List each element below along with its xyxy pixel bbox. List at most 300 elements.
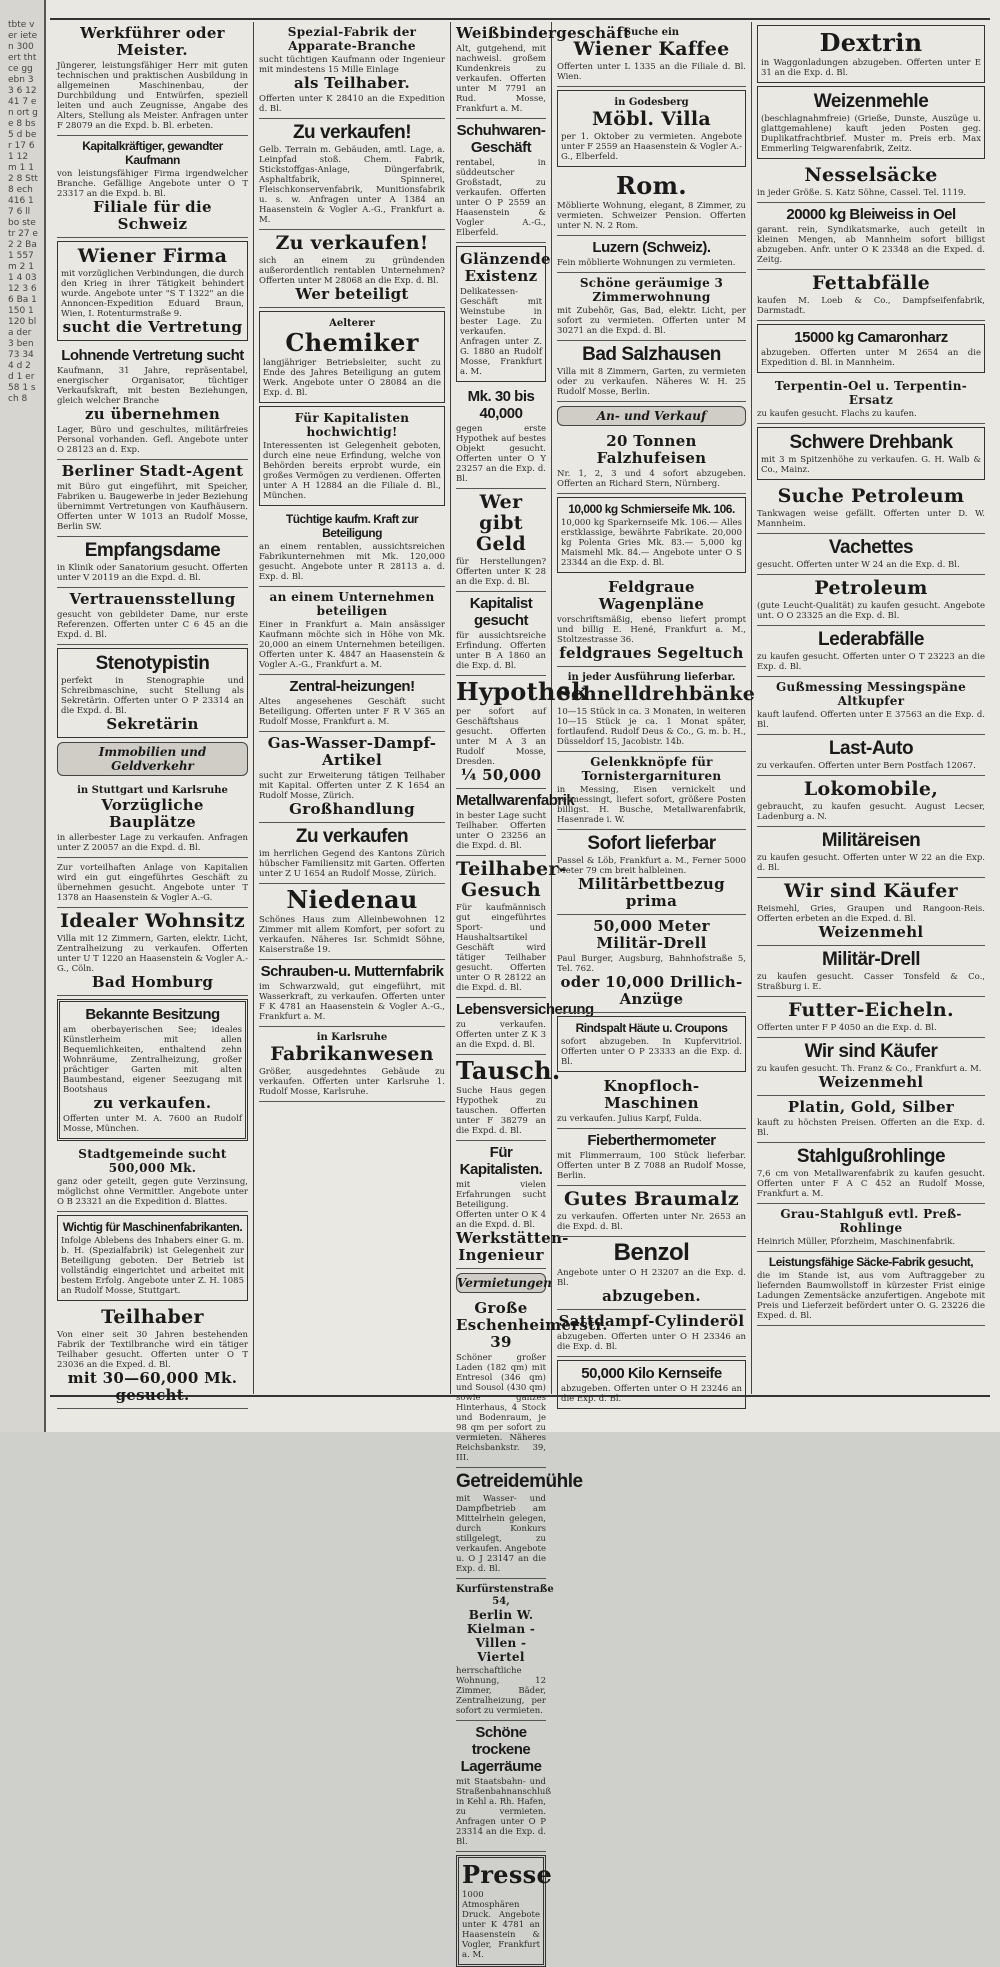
ad-text: kauft laufend. Offerten unter E 37563 an die Exp. d. Bl.: [757, 710, 985, 730]
ad-block: [57, 460, 248, 537]
ad-block: [557, 576, 746, 667]
ad-headline: Wichtig für Maschinenfabrikanten.: [62, 1220, 243, 1234]
ad-text: mit 3 m Spitzenhöhe zu verkaufen. G. H. Walb & Co., Mainz.: [761, 455, 981, 475]
ad-block: [57, 344, 248, 460]
ad-text: zu kaufen gesucht. Flachs zu kaufen.: [757, 409, 917, 419]
ad-subheading: Filiale für die Schweiz: [93, 198, 212, 233]
ad-text: im herrlichen Gegend des Kantons Zürich hübscher Familiensitz mit Garten. Offerten unter Z U 1654 an Rudolf Mosse, Zürich.: [259, 849, 445, 879]
ad-text: Passel & Löb, Frankfurt a. M., Ferner 5000 Meter 79 cm breit halbleinen.: [557, 856, 746, 876]
ad-text: die im Stande ist, aus vom Auftraggeber zu liefernden Baumwollstoff in kürzester Frist einige Ladungen Zementsäcke anzufertigen. Angebote mit Preis und Lieferzeit befördert unter O. G. 23226 die Exped. d. Bl.: [757, 1271, 985, 1321]
ad-text: Fein möblierte Wohnungen zu vermieten.: [557, 258, 736, 268]
ad-block: [557, 22, 746, 87]
ad-text: (beschlagnahmfreie) (Grieße, Dunste, Auszüge u. glattgemahlene) kauft jeden Posten geg. Duplikatfrachtbrief. Muster m. Preis erb. Max Emmerling Teigwarenfabrik, Zeitz.: [761, 114, 981, 154]
ad-headline: Für Kapitalisten hochwichtig!: [294, 411, 410, 439]
ad-subheading: Bad Homburg: [91, 973, 214, 991]
ad-block: [57, 588, 248, 645]
ad-text: zu kaufen gesucht. Offerten unter O T 23223 an die Exp. d. Bl.: [757, 652, 985, 672]
ad-text: mit Büro gut eingeführt, mit Speicher, Fabriken u. Baugewerbe in jeder Beziehung übernimmt Vertretungen von Kaufhäusern. Offerten unter W 1013 an Rudolf Mosse, Berlin SW.: [57, 482, 248, 532]
ad-text: perfekt in Stenographie und Schreibmaschine, sucht Stellung als Sekretärin. Offerten unter O P 23314 an die Expd. d. Bl.: [61, 676, 244, 716]
ad-headline: Werkführer oder Meister.: [80, 24, 225, 59]
ad-headline: Zu verkaufen: [295, 826, 409, 847]
ad-subheading: oder 10,000 Drillich-Anzüge: [560, 973, 743, 1008]
ad-text: Von einer seit 30 Jahren bestehenden Fabrik der Textilbranche wird ein tätiger Teilhaber gesucht. Offerten unter O T 23036 an die Exped. d. Bl.: [57, 1330, 248, 1370]
ad-headline: Gutes Braumalz: [563, 1188, 740, 1210]
ad-text: Paul Burger, Augsburg, Bahnhofstraße 5, Tel. 762.: [557, 954, 746, 974]
ad-text: Offerten unter F P 4050 an die Exp. d. Bl.: [757, 1023, 937, 1033]
ad-text: Kaufmann, 31 Jahre, repräsentabel, energischer Organisator, tüchtiger Verkaufskraft, mit besten Beziehungen, gleich welcher Branche: [57, 366, 248, 406]
ad-subheading: in jeder Ausführung lieferbar.: [567, 672, 736, 683]
ad-text: Größer, ausgedehntes Gebäude zu verkaufen. Offerten unter Karlsruhe 1. Rudolf Mosse, Karlsruhe.: [259, 1067, 445, 1097]
ad-headline: Militär-Drell: [821, 949, 921, 970]
ad-headline: Rindspalt Häute u. Croupons: [575, 1021, 728, 1035]
ad-text: für Herstellungen? Offerten unter K 28 an die Exp. d. Bl.: [456, 557, 546, 587]
ad-block: [456, 1141, 569, 1269]
ad-text: in Messing, Eisen vernickelt und vermessingt, liefert sofort, größere Posten billigst. H. Busche, Metallwarenfabrik, Hasenrade i. W.: [557, 785, 746, 825]
ad-text: am oberbayerischen See; ideales Künstlerheim mit allen Bequemlichkeiten, enthaltend zehn Wohnräume, Zentralheizung, großer prächtiger Garten mit alten Baumbestand, eigener Seezugang mit Bootshaus: [63, 1025, 242, 1095]
section-heading: An- und Verkauf: [557, 406, 746, 426]
ad-text: Suche Haus gegen Hypothek zu tauschen. Offerten unter F 38279 an die Expd. d. Bl.: [456, 1086, 546, 1136]
ad-text: in Waggonladungen abzugeben. Offerten unter E 31 an die Exp. d. Bl.: [761, 58, 981, 78]
ad-headline: Lederabfälle: [818, 629, 924, 650]
ad-headline: Schuhwaren-Geschäft: [456, 122, 546, 156]
ad-text: garant. rein, Syndikatsmarke, auch geteilt in kleinen Mengen, ab Mannheim sofort billigst abzugeben. Anfr. unter O K 23348 an die Exped. d. Zeitg.: [757, 225, 985, 265]
ad-block: [557, 1237, 746, 1310]
ad-text: Offerten unter K 28410 an die Expedition d. Bl.: [259, 94, 445, 114]
ad-headline: Bekannte Besitzung: [85, 1006, 220, 1023]
ad-subheading: mit 30—60,000 Mk. gesucht.: [67, 1369, 238, 1404]
ad-block: [757, 575, 985, 626]
column-5: [752, 22, 990, 1394]
ad-text: für aussichtsreiche Erfindung. Offerten unter B A 1860 an die Exp. d. Bl.: [456, 631, 546, 671]
ad-text: Interessenten ist Gelegenheit geboten, durch eine neue Erfindung, welche von Behörden bereits erprobt wurde, ein großes Vermögen zu verdienen. Offerten unter A H 12884 an die Filiale d. Bl., München.: [263, 441, 441, 501]
top-rule: [50, 18, 990, 20]
ad-block: [757, 946, 985, 997]
ad-block: [757, 878, 985, 946]
ad-text: Offerten unter M. A. 7600 an Rudolf Mosse, München.: [63, 1114, 242, 1134]
ad-subheading: in Godesberg: [614, 97, 689, 108]
column-1: [52, 22, 254, 1404]
ad-headline: Vertrauensstellung: [69, 590, 236, 608]
ad-block: [557, 341, 746, 402]
ad-text: zu kaufen gesucht. Casser Tonsfeld & Co., Straßburg i. E.: [757, 972, 985, 992]
ad-block: [757, 1038, 985, 1096]
ad-headline: 50,000 Meter Militär-Drell: [593, 917, 710, 952]
ad-text: von leistungsfähiger Firma irgendwelcher Branche. Gefällige Angebote unter O T 23317 an die Expd. b. Bl.: [57, 169, 248, 199]
ad-text: in bester Lage sucht Teilhaber. Offerten unter O 23256 an die Expd. d. Bl.: [456, 811, 546, 851]
ad-block: [557, 667, 756, 752]
ad-headline: Militäreisen: [821, 830, 921, 851]
ad-block: [57, 1215, 248, 1301]
ad-block: [456, 998, 594, 1055]
ad-block: [757, 626, 985, 677]
ad-block: [757, 776, 985, 827]
ad-block: [557, 915, 746, 1013]
ad-text: abzugeben. Offerten unter O H 23346 an die Exp. d. Bl.: [557, 1332, 746, 1352]
ad-text: kauft zu höchsten Preisen. Offerten an die Exp. d. Bl.: [757, 1118, 985, 1138]
ad-block: [757, 1096, 985, 1143]
ad-block: [557, 1016, 746, 1072]
ad-block: [757, 427, 985, 480]
ad-subheading: zu übernehmen: [84, 405, 221, 423]
section-heading: Immobilien und Geldverkehr: [57, 742, 248, 776]
ad-text: (gute Leucht-Qualität) zu kaufen gesucht. Angebote unt. O O 23325 an die Exp. d. Bl.: [757, 601, 985, 621]
ad-text: abzugeben. Offerten unter M 2654 an die Expedition d. Bl. in Mannheim.: [761, 348, 981, 368]
ad-block: [757, 534, 985, 575]
ad-block: [57, 136, 248, 238]
ad-headline: Schrauben-u. Mutternfabrik: [260, 963, 444, 980]
ad-headline: Feldgraue Wagenpläne: [598, 578, 705, 613]
ad-headline: Lokomobile,: [803, 778, 939, 800]
ad-headline: Benzol: [613, 1239, 690, 1266]
ad-subheading: Werkstätten-Ingenieur: [456, 1229, 569, 1264]
ad-text: an einem rentablen, aussichtsreichen Fabrikunternehmen mit Mk. 120,000 gesucht. Angebote unter R 28113 a. d. Exp. d. Bl.: [259, 542, 445, 582]
ad-block: [557, 1186, 746, 1237]
ad-block: [456, 489, 546, 592]
ad-block: [259, 230, 445, 308]
ad-text: Schöner großer Laden (182 qm) mit Entresol (346 qm) und Sousol (430 qm) sowie ganzes Hinterhaus, 4 Stock und Bodenraum, je 98 qm per sofort zu vermieten. Näheres Reichsbankstr. 39, III.: [456, 1353, 546, 1463]
ad-block: [557, 430, 746, 494]
ad-text: herrschaftliche Wohnung, 12 Zimmer, Bäder, Zentralheizung, per sofort zu vermieten.: [456, 1666, 546, 1716]
ad-headline: Gußmessing Messingspäne Altkupfer: [775, 680, 967, 708]
section-heading: Vermietungen: [456, 1273, 546, 1293]
ad-subheading: ¼ 50,000: [460, 766, 542, 784]
ad-text: gesucht. Offerten unter W 24 an die Exp. d. Bl.: [757, 560, 960, 570]
ad-headline: Futter-Eicheln.: [788, 999, 954, 1021]
ad-headline: Niedenau: [286, 885, 418, 914]
ad-headline: Vorzügliche Bauplätze: [101, 796, 204, 831]
ad-text: in allerbester Lage zu verkaufen. Anfragen unter Z 20057 an die Expd. d. Bl.: [57, 833, 248, 853]
ad-text: Schönes Haus zum Alleinbewohnen 12 Zimmer mit allem Komfort, per sofort zu verkaufen. Näheres Isr. Schmidt Söhne, Kaiserstraße 19.: [259, 915, 445, 955]
ad-text: Offerten unter L 1335 an die Filiale d. Bl. Wien.: [557, 62, 746, 82]
binding-text: tbte ver ieten 300 ert tht ce ggebn 33 6 12 41 7 en ort ge 8 bs 5 d ber 17 6 1 12 m 1 12 8 Stt 8 ech 416 17 6 ll bo ste tr 27 e 2 2 Ba 1 557 m 2 11 4 03 12 3 66 Ba 1 150 1 120 bla der 3 ben 73 344 d 2 d 1 er 58 1 sch 8: [8, 20, 38, 404]
ad-headline: Schöne trockene Lagerräume: [460, 1724, 542, 1775]
ad-block: [57, 999, 248, 1141]
ad-text: rentabel, in süddeutscher Großstadt, zu verkaufen. Offerten unter O P 2559 an Haasenstein & Vogler A.-G., Elberfeld.: [456, 158, 546, 238]
ad-headline: Große Eschenheimerstr. 39: [456, 1299, 608, 1351]
ad-headline: Nesselsäcke: [804, 164, 938, 186]
ad-block: [557, 273, 746, 341]
ad-text: vorschriftsmäßig, ebenso liefert prompt und billig E. Hené, Frankfurt a. M., Stoltzestrasse 36.: [557, 615, 746, 645]
ad-block: [757, 1252, 985, 1326]
ad-block: [557, 1310, 746, 1357]
ad-block: [557, 170, 746, 236]
ad-block: [259, 732, 445, 823]
ad-text: gebraucht, zu kaufen gesucht. August Lecser, Ladenburg a. N.: [757, 802, 985, 822]
ad-headline: Zu verkaufen!: [292, 122, 412, 143]
ad-block: [57, 780, 248, 858]
ad-subheading: sucht die Vertretung: [62, 318, 243, 336]
ad-headline: Knopfloch-Maschinen: [603, 1077, 700, 1112]
ad-headline: 15000 kg Camaronharz: [794, 329, 948, 346]
ad-headline: Stenotypistin: [95, 653, 210, 674]
ad-text: per sofort auf Geschäftshaus gesucht. Offerten unter M A 3 an Rudolf Mosse, Dresden.: [456, 707, 546, 767]
ad-text: Villa mit 8 Zimmern, Garten, zu vermieten oder zu verkaufen. Näheres W. H. 25 Rudolf Mosse, Berlin.: [557, 367, 746, 397]
ad-text: langjähriger Betriebsleiter, sucht zu Ende des Jahres Beteiligung an gutem Werk. Angebote unter O 28084 an die Exp. d. Bl.: [263, 358, 441, 398]
binding-edge: [0, 0, 46, 1432]
ad-headline: Teilhaber-Gesuch: [456, 858, 567, 901]
ad-text: Jüngerer, leistungsfähiger Herr mit guten technischen und praktischen Ausbildung in allgemeinen Maschinenbau, der Durchbildung und Entwürfen, speziell leiten und auch Zeugnisse, Angabe des Alters, Stellung als Meister. Anfragen unter F 28079 an die Expd. b. Bl. erbeten.: [57, 61, 248, 131]
ad-text: mit vielen Erfahrungen sucht Beteiligung. Offerten unter O K 4 an die Expd. d. Bl.: [456, 1180, 546, 1230]
ad-block: [57, 241, 248, 341]
ad-text: in jeder Größe. S. Katz Söhne, Cassel. Tel. 1119.: [757, 188, 967, 198]
ad-text: Einer in Frankfurt a. Main ansässiger Kaufmann möchte sich in Höhe von Mk. 20,000 an einem Unternehmen beteiligen. Offerten unter K. 4847 an Haasenstein & Vogler A.-G., Frankfurt a. M.: [259, 620, 445, 670]
ad-headline: Vachettes: [828, 537, 914, 558]
ad-headline: Stahlgußrohlinge: [796, 1146, 946, 1167]
ad-block: [456, 1721, 552, 1852]
ad-text: Delikatessen-Geschäft mit Weinstube in bester Lage. Zu verkaufen. Anfragen unter Z. G. 1880 an Rudolf Mosse, Frankfurt a. M.: [460, 287, 542, 377]
ad-headline: Tausch.: [456, 1056, 561, 1085]
ad-headline: Terpentin-Oel u. Terpentin-Ersatz: [774, 379, 968, 407]
ad-subheading: Suche ein: [623, 27, 680, 38]
ad-text: Villa mit 12 Zimmern, Garten, elektr. Licht, Zentralheizung zu verkaufen. Offerten unter U T 1220 an Haasenstein & Vogler A.-G., Cöln.: [57, 934, 248, 974]
ad-headline: Lebensversicherung: [456, 1001, 594, 1018]
ad-headline: Für Kapitalisten.: [459, 1144, 543, 1178]
ad-text: sofort abzugeben. In Kupfervitriol. Offerten unter O P 23333 an die Exp. d. Bl.: [561, 1037, 742, 1067]
ad-block: [456, 385, 546, 489]
ad-block: [259, 406, 445, 506]
ad-headline: Fettabfälle: [812, 272, 930, 294]
ad-headline: Gas-Wasser-Dampf-Artikel: [267, 734, 437, 769]
ad-headline: Last-Auto: [828, 738, 914, 759]
ad-text: 1000 Atmosphären Druck. Angebote unter K 4781 an Haasenstein & Vogler, Frankfurt a. M.: [462, 1890, 540, 1960]
ad-text: im Schwarzwald, gut eingeführt, mit Wasserkraft, zu verkaufen. Offerten unter F K 4781 an Haasenstein & Vogler A.-G., Frankfurt a. M.: [259, 982, 445, 1022]
ad-block: [757, 483, 985, 534]
ad-headline: Idealer Wohnsitz: [60, 910, 245, 932]
ad-subheading: abzugeben.: [602, 1287, 701, 1305]
ad-text: Altes angesehenes Geschäft sucht Beteiligung. Offerten unter F R V 365 an Rudolf Mosse, Frankfurt a. M.: [259, 697, 445, 727]
ad-block: [456, 789, 575, 856]
ad-text: Angebote unter O H 23207 an die Exp. d. Bl.: [557, 1268, 746, 1288]
ad-headline: Stadtgemeinde sucht 500,000 Mk.: [78, 1147, 227, 1175]
ad-block: [757, 677, 985, 735]
ad-text: Zur vorteilhaften Anlage von Kapitalien wird ein gut eingeführtes Geschäft zu übernehmen gesucht. Angebote unter T 1378 an Haasenstein & Vogler A.-G.: [57, 863, 248, 903]
ad-block: [259, 960, 445, 1027]
ad-block: [757, 735, 985, 776]
ad-text: Lager, Büro und geschultes, militärfreies Personal vorhanden. Gefl. Angebote unter O 28123 an d. Exp.: [57, 425, 248, 455]
ad-subheading: Weizenmehl: [818, 923, 924, 941]
column-4: [552, 22, 756, 1404]
ad-text: mit Wasser- und Dampfbetrieb am Mittelrhein gelegen, durch Konkurs stillgelegt, zu verkaufen. Angebote u. O J 23147 an die Exp. d. Bl.: [456, 1494, 546, 1574]
ad-block: [259, 22, 445, 119]
ad-headline: Fabrikanwesen: [270, 1043, 434, 1065]
ad-headline: Möbl. Villa: [591, 108, 712, 130]
ad-headline: Fieberthermometer: [587, 1132, 716, 1149]
ad-headline: Wiener Kaffee: [573, 38, 730, 60]
ad-block: [757, 270, 985, 321]
ad-headline: Wir sind Käufer: [784, 880, 958, 902]
ad-block: [557, 236, 746, 273]
ad-headline: Glänzende Existenz: [460, 250, 551, 285]
ad-block: [57, 1304, 248, 1409]
ad-headline: Hypothek: [456, 677, 589, 706]
ad-headline: Wer gibt Geld: [475, 491, 527, 555]
ad-headline: Weißbindergeschäft: [456, 24, 631, 42]
ad-text: 7,6 cm von Metallwarenfabrik zu kaufen gesucht. Offerten unter F A C 452 an Rudolf Mosse, Frankfurt a. M.: [757, 1169, 985, 1199]
ad-text: sucht zur Erweiterung tätigen Teilhaber mit Kapital. Offerten unter Z K 1654 an Rudolf Mosse, Zürich.: [259, 771, 445, 801]
ad-headline: Petroleum: [814, 577, 928, 599]
ad-text: in Klinik oder Sanatorium gesucht. Offerten unter V 20119 an die Expd. d. Bl.: [57, 563, 248, 583]
ad-text: 10,000 kg Sparkernseife Mk. 106.— Alles erstklassige, bewährte Fabrikate. 20,000 kg Polenta Gries Mk. 83.— 5,000 kg Maismehl Mk. 84.— Angebote unter O S 23344 an die Exp. d. Bl.: [561, 518, 742, 568]
ad-text: kaufen M. Loeb & Co., Dampfseifenfabrik, Darmstadt.: [757, 296, 985, 316]
ad-block: [57, 908, 248, 996]
ad-block: [757, 86, 985, 159]
ad-text: Heinrich Müller, Pforzheim, Maschinenfabrik.: [757, 1237, 956, 1247]
ad-headline: Wiener Firma: [77, 245, 228, 267]
ad-headline: Empfangsdame: [84, 540, 221, 561]
ad-block: [557, 1360, 746, 1409]
ad-headline: Platin, Gold, Silber: [787, 1098, 955, 1116]
ad-headline: 10,000 kg Schmierseife Mk. 106.: [568, 502, 735, 516]
ad-text: Für kaufmännisch gut eingeführtes Sport- und Haushaltsartikel Geschäft wird tätiger Teilhaber gesucht. Offerten unter O R 28122 an die Expd. d. Bl.: [456, 903, 546, 993]
ad-headline: Luzern (Schweiz).: [592, 239, 711, 256]
ad-text: mit Zubehör, Gas, Bad, elektr. Licht, per sofort zu vermieten. Offerten unter M 30271 an die Expd. d. Bl.: [557, 306, 746, 336]
ad-block: [456, 1579, 554, 1721]
ad-block: [557, 90, 746, 167]
ad-block: [456, 592, 546, 676]
ad-headline: Mk. 30 bis 40,000: [467, 388, 535, 422]
ad-headline: Schöne geräumige 3 Zimmerwohnung: [579, 276, 724, 304]
ad-subheading: zu verkaufen.: [93, 1094, 212, 1112]
ad-headline: Tüchtige kaufm. Kraft zur Beteiligung: [285, 512, 419, 540]
ad-text: zu verkaufen. Julius Karpf, Fulda.: [557, 1114, 702, 1124]
ad-block: [456, 1297, 608, 1468]
ad-headline: Suche Petroleum: [777, 485, 965, 507]
ad-headline: Wir sind Käufer: [804, 1041, 938, 1062]
ad-block: [557, 1075, 746, 1129]
ad-block: [259, 823, 445, 884]
ad-block: [757, 324, 985, 373]
ad-headline: Dextrin: [819, 28, 923, 57]
ad-headline: Schwere Drehbank: [789, 432, 953, 453]
ad-block: [757, 162, 985, 203]
ad-text: Nr. 1, 2, 3 und 4 sofort abzugeben. Offerten an Richard Stern, Nürnberg.: [557, 469, 746, 489]
ad-block: [259, 587, 445, 675]
ad-block: [557, 1129, 746, 1186]
ad-text: zu verkaufen. Offerten unter Bern Postfach 12067.: [757, 761, 976, 771]
ad-text: 10—15 Stück in ca. 3 Monaten, in weiteren 10—15 Stück je ca. 1 Monat später, fortlaufend. Rudolf Deus & Co., G. m. b. H., Düsseldorf 15, Jacobistr. 14b.: [557, 707, 746, 747]
ad-headline: Berliner Stadt-Agent: [61, 462, 244, 480]
ad-block: [259, 119, 445, 230]
ad-block: [259, 675, 445, 732]
ad-text: sucht tüchtigen Kaufmann oder Ingenieur mit mindestens 15 Mille Einlage: [259, 55, 445, 75]
ad-block: [757, 376, 985, 424]
ad-text: zu kaufen gesucht. Th. Franz & Co., Frankfurt a. M.: [757, 1064, 982, 1074]
ad-subheading: feldgraues Segeltuch: [559, 644, 744, 662]
ad-text: Tankwagen weise gefällt. Offerten unter D. W. Mannheim.: [757, 509, 985, 529]
ad-block: [259, 509, 445, 587]
ad-block: [456, 1055, 561, 1141]
ad-text: mit vorzüglichen Verbindungen, die durch den Krieg in ihrer Tätigkeit behindert wurde. Angebote unter "S T 1322" an die Annoncen-Expedition Eduard Braun, Wien, I. Rotenturmstraße 9.: [61, 269, 244, 319]
ad-headline: Zentral-heizungen!: [289, 678, 415, 695]
ad-headline: Metallwarenfabrik: [456, 792, 575, 809]
ad-block: [456, 119, 546, 243]
ad-headline: Zu verkaufen!: [275, 232, 429, 254]
ad-headline: Gelenkknöpfe für Tornistergarnituren: [581, 755, 722, 783]
ad-headline: an einem Unternehmen beteiligen: [269, 590, 435, 618]
ad-headline: Leistungsfähige Säcke-Fabrik gesucht,: [768, 1255, 974, 1269]
ad-block: [757, 203, 985, 270]
ad-block: [557, 830, 746, 915]
ad-block: [57, 22, 248, 136]
ad-subheading: als Teilhaber.: [293, 74, 411, 92]
ad-headline: Sofort lieferbar: [587, 833, 716, 854]
ad-text: Gelb. Terrain m. Gebäuden, amtl. Lage, a. Leinpfad stoß. Chem. Fabrik, Stickstoffgas-Anlage, Düngerfabrik, Asphaltfabrik, Spinnerei, Fleischkonservenfabrik, Munitionsfabrik u. s. w. Anfragen unter A 1384 an Haasenstein & Vogler A.-G., Frankfurt a. M.: [259, 145, 445, 225]
ad-text: gesucht von gebildeter Dame, nur erste Referenzen. Offerten unter C 6 45 an die Expd. d. Bl.: [57, 610, 248, 640]
ad-block: [259, 884, 445, 960]
ad-headline: Bad Salzhausen: [582, 344, 721, 365]
ad-text: zu kaufen gesucht. Offerten unter W 22 an die Exp. d. Bl.: [757, 853, 985, 873]
ad-subheading: Wer beteiligt: [295, 285, 409, 303]
ad-headline: Rom.: [616, 171, 687, 200]
ad-headline: Lohnende Vertretung sucht: [61, 347, 244, 364]
ad-subheading: Militärbettbezug prima: [578, 875, 725, 910]
ad-text: Infolge Ablebens des Inhabers einer G. m. b. H. (Spezialfabrik) ist Gelegenheit zur Beteiligung geboten. Der Betrieb ist vollständig eingerichtet und arbeitet mit bestem Erfolg. Angebote unter Z. H. 1085 an Rudolf Mosse, Stuttgart.: [61, 1236, 244, 1296]
ad-text: Möblierte Wohnung, elegant, 8 Zimmer, zu vermieten. Schweizer Pension. Offerten unter N. N. 2 Rom.: [557, 201, 746, 231]
ad-headline: 20000 kg Bleiweiss in Oel: [786, 206, 956, 223]
ad-subheading: Großhandlung: [289, 800, 415, 818]
ad-block: [57, 537, 248, 588]
ad-text: ganz oder geteilt, gegen gute Verzinsung, möglichst ohne Vermittler. Angebote unter O B 23321 an die Expedition d. Blattes.: [57, 1177, 248, 1207]
ad-block: [57, 858, 248, 908]
ad-headline: Spezial-Fabrik der Apparate-Branche: [287, 25, 417, 53]
ad-block: [757, 827, 985, 878]
ad-subheading: in Stuttgart und Karlsruhe: [77, 785, 228, 796]
ad-text: per 1. Oktober zu vermieten. Angebote unter F 2559 an Haasenstein & Vogler A.-G., Elberfeld.: [561, 132, 742, 162]
ad-headline: Weizenmehle: [813, 91, 929, 112]
column-2: [254, 22, 451, 1394]
ad-text: Alt, gutgehend, mit nachweisl. großem Kundenkreis zu verkaufen. Offerten unter M 7791 an Rud. Mosse, Frankfurt a. M.: [456, 44, 546, 114]
ad-headline: 50,000 Kilo Kernseife: [581, 1365, 722, 1382]
ad-headline: Kapitalist gesucht: [469, 595, 533, 629]
ad-headline: 20 Tonnen Falzhufeisen: [596, 432, 707, 467]
ad-headline: Presse: [462, 1860, 553, 1889]
ad-headline: Grau-Stahlguß evtl. Preß-Rohlinge: [780, 1207, 962, 1235]
ad-block: [757, 25, 985, 83]
ad-block: [456, 1855, 553, 1967]
ad-block: [456, 22, 631, 119]
ad-headline: Chemiker: [285, 328, 419, 357]
ad-text: gegen erste Hypothek auf bestes Objekt gesucht. Offerten unter O Y 23257 an die Exp. d. Bl.: [456, 424, 546, 484]
ad-text: mit Flimmerraum, 100 Stück lieferbar. Offerten unter B Z 7088 an Rudolf Mosse, Berlin.: [557, 1151, 746, 1181]
ad-block: [557, 497, 746, 573]
ad-block: [456, 676, 589, 789]
ad-headline: Getreidemühle: [456, 1471, 583, 1492]
ad-subheading: Aelterer: [329, 318, 375, 329]
ad-headline: Schnelldrehbänke: [557, 683, 756, 705]
ad-headline: Sattdampf-Cylinderöl: [558, 1312, 745, 1330]
ad-headline: Teilhaber: [101, 1306, 204, 1328]
ad-block: [757, 1204, 985, 1252]
ad-block: [456, 1468, 583, 1579]
ad-block: [57, 1144, 248, 1212]
ad-subheading: Weizenmehl: [818, 1073, 924, 1091]
ad-block: [456, 246, 551, 382]
ad-text: zu verkaufen. Offerten unter Z K 3 an die Expd. d. Bl.: [456, 1020, 546, 1050]
ad-text: zu verkaufen. Offerten unter Nr. 2653 an die Expd. d. Bl.: [557, 1212, 746, 1232]
ad-block: [57, 648, 248, 738]
ad-text: abzugeben. Offerten unter O H 23246 an die Exp. d. Bl.: [561, 1384, 742, 1404]
ad-text: sich an einem zu gründenden außerordentlich rentablen Unternehmen? Offerten unter M 28068 an die Exp. d. Bl.: [259, 256, 445, 286]
ad-headline: Kapitalkräftiger, gewandter Kaufmann: [82, 139, 223, 167]
ad-block: [757, 997, 985, 1038]
ad-text: Reismehl, Gries, Graupen und Rangoon-Reis. Offerten erbeten an die Exped. d. Bl.: [757, 904, 985, 924]
ad-headline: Berlin W. Kielman - Villen - Viertel: [466, 1608, 536, 1664]
ad-subheading: Kurfürstenstraße 54,: [456, 1584, 554, 1607]
ad-block: [757, 1143, 985, 1204]
ad-block: [456, 856, 567, 998]
ad-text: mit Staatsbahn- und Straßenbahnanschluß in Kehl a. Rh. Hafen, zu vermieten. Anfragen unter O P 23314 an die Exp. d. Bl.: [456, 1777, 552, 1847]
ad-subheading: Sekretärin: [106, 715, 199, 733]
